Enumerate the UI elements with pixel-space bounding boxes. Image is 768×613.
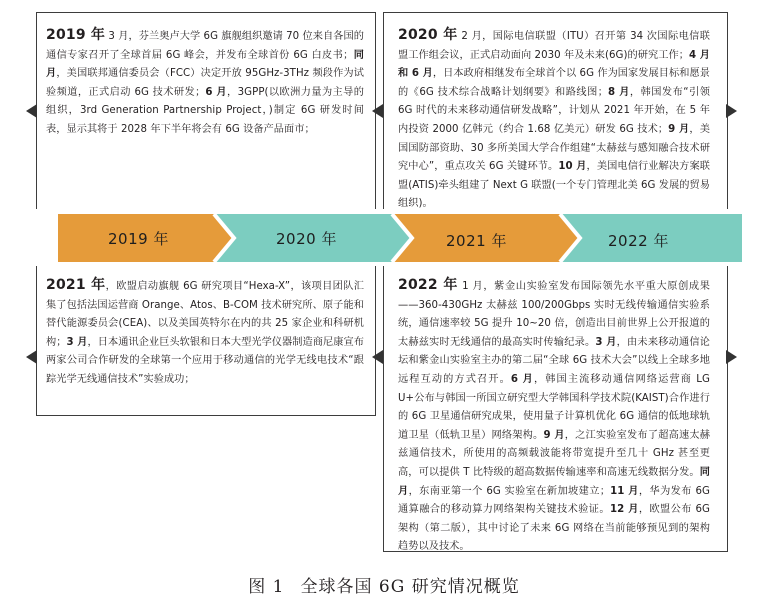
event-2022-key4: 同月 [398,466,710,497]
event-2019-key1: 同月 [46,49,364,80]
event-2022-part3: ，韩国主流移动通信网络运营商 LG U+公布与韩国一所国立研究型大学韩国科学技术院(KAIST)合作进行的 6G 卫星通信研究成果，使用量子计算机优化 6G 通信的低地球轨道卫星（低轨卫星）网络架构。 [398,373,710,441]
event-2019-key2: 6 月 [205,86,228,98]
event-2020-key2: 8 月 [608,86,630,98]
event-2022-part2: ，由未来移动通信论坛和紫金山实验室主办的第二届“全球 6G 技术大会”以线上全球多地远程互动的方式召开。 [398,336,710,385]
event-2020-part4: ，美国国防部资助、30 多所美国大学合作组建“太赫兹与感知融合技术研究中心”，重点攻关 6G 关键环节。 [398,123,710,173]
event-year-2019: 2019 年 [46,27,106,43]
event-2022-part6: ，华为发布 6G 通算融合的移动算力网络架构关键技术验证。 [398,485,710,516]
event-2022-part7: ，欧盟公布 6G 架构（第二版），其中讨论了未来 6G 网络在当前能够预见到的架构趋势以及技术。 [398,504,710,553]
figure-title: 全球各国 6G 研究情况概览 [300,577,520,597]
figure-caption [0,572,768,597]
event-year-2021: 2021 年 [46,277,106,293]
figure-number: 图 1 [248,577,285,597]
timeline-label-2019: 2019 年 [108,230,169,248]
event-2022-part1: 1 月，紫金山实验室发布国际领先水平重大原创成果——360-430GHz 太赫兹 100/200Gbps 实时无线传输通信实验系统，通信速率较 5G 提升 10~20 倍，创造出目前世界上公开报道的太赫兹实时无线通信的最高实时传输纪录。 [398,281,710,348]
event-2020-part5: ，美国电信行业解决方案联盟(ATIS)牵头组建了 Next G 联盟(一个专门管理北美 6G 发展的贸易组织)。 [398,161,710,210]
event-year-2022: 2022 年 [398,277,459,293]
timeline-label-2021: 2021 年 [446,232,507,250]
event-2020-part3: ，韩国发布“引领 6G 时代的未来移动通信研发战略”，计划从 2021 年开始，在 5 年内投资 2000 亿韩元（约合 1.68 亿美元）研发 6G 技术； [398,86,710,135]
event-2020-key3: 9 月 [668,123,690,135]
event-2019-part1: 3 月，芬兰奥卢大学 6G 旗舰组织邀请 70 位来自各国的通信专家召开了全球首届 6G 峰会，并发布全球首份 6G 白皮书； [46,31,364,61]
event-2020-part1: 2 月，国际电信联盟（ITU）召开第 34 次国际电信联盟工作组会议，正式启动面向 2030 年及未来(6G)的研究工作； [398,31,710,61]
event-text-2021 [46,276,364,390]
event-2019-part2: ，美国联邦通信委员会（FCC）决定开放 95GHz-3THz 频段作为试验频道，正式启动 6G 技术研发； [46,68,364,98]
event-2022-part4: ，之江实验室发布了超高速太赫兹通信技术，所使用的高频载波能将带宽提升至几十 GHz 甚至更高，可以提供 T 比特级的超高数据传输速率和高速无线数据分发。 [398,429,710,478]
event-2020-key1: 4 月和 6 月 [398,49,710,80]
event-2022-part5: ，东南亚第一个 6G 实验室在新加坡建立； [408,485,611,497]
event-2021-part2: ，日本通讯企业巨头软银和日本大型光学仪器制造商尼康宣布两家公司合作研发的全球第一个应用于移动通信的光学无线电技术“跟踪光学无线通信技术”实验成功； [46,336,364,385]
timeline-label-2020: 2020 年 [276,230,337,248]
event-year-2020: 2020 年 [398,27,458,43]
event-2022-key1: 3 月 [595,336,617,348]
event-text-2022 [398,276,710,557]
event-2020-key4: 10 月 [558,161,587,173]
event-2022-key5: 11 月 [610,485,639,497]
event-2019-part3: ，3GPP(以欧洲力量为主导的组织，3rd Generation Partnership Project，)制定 6G 研发时间表，显示其将于 2028 年下半年将会有 6G 设备产品面市； [46,86,365,135]
event-2022-key6: 12 月 [610,504,639,516]
event-2021-key1: 3 月 [66,336,88,348]
event-2020-part2: ，日本政府相继发布全球首个以 6G 作为国家发展目标和愿景的《6G 技术综合战略计划纲要》和路线图； [398,68,710,98]
event-2022-key2: 6 月 [510,373,534,385]
event-2022-key3: 9 月 [543,429,565,441]
timeline-label-2022: 2022 年 [608,232,669,250]
event-2021-part1: ，欧盟启动旗舰 6G 研究项目“Hexa-X”，该项目团队汇集了包括法国运营商 Orange、Atos、B-COM 技术研究所、原子能和替代能源委员会(CEA)、以及美国英特尔在内的共 25 家企业和科研机构； [46,281,364,348]
